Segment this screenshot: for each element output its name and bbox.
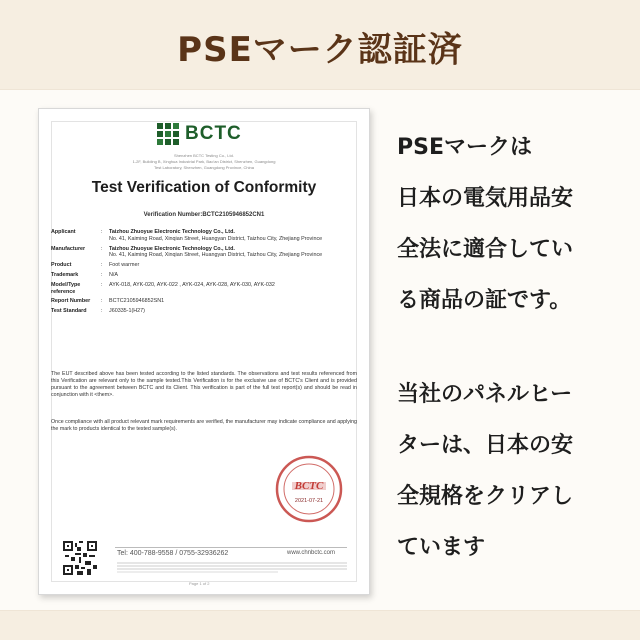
- footer-phone: Tel: 400-788-9558 / 0755-32936262: [117, 550, 229, 557]
- side-text-line: 日本の電気用品安: [397, 186, 574, 211]
- field-value-text: No. 41, Kaiming Road, Xinqian Street, Huangyan District, Taizhou City, Zhejiang Province: [109, 235, 323, 242]
- field-label: Product: [51, 262, 72, 269]
- field-label: Report Number: [51, 298, 91, 305]
- field-row: Applicant : Taizhou Zhuoyue Electronic Technology Co., Ltd. No. 41, Kaiming Road, Xinqian Street, Huangyan District, Taizhou City, Zhejiang Province: [51, 229, 357, 243]
- footer-fine-print: [117, 561, 347, 574]
- page-title: PSEマーク認証済: [177, 30, 463, 70]
- side-text-line: ています: [397, 535, 486, 560]
- field-row: Model/Type reference : AYK-018, AYK-020, AYK-022 , AYK-024, AYK-028, AYK-030, AYK-032: [51, 282, 357, 296]
- footer-website: www.chnbctc.com: [287, 550, 336, 556]
- field-row: Manufacturer : Taizhou Zhuoyue Electronic Technology Co., Ltd. No. 41, Kaiming Road, Xinqian Street, Huangyan District, Taizhou City, Zhejiang Province: [51, 246, 357, 260]
- certificate-title: Test Verification of Conformity: [91, 179, 317, 196]
- certificate-fields: [51, 229, 357, 318]
- field-value: J60335-1(H27): [109, 308, 145, 315]
- footer-divider: [115, 547, 347, 548]
- field-value-bold: Taizhou Zhuoyue Electronic Technology Co., Ltd.: [109, 229, 235, 235]
- side-description: [397, 122, 617, 573]
- side-text-line: る商品の証です。: [397, 288, 572, 313]
- side-text-line: 全法に適合してい: [397, 237, 574, 262]
- page-number: Page 1 of 2: [189, 581, 210, 586]
- address-line: Test Laboratory, Shenzhen, Guangdong Province, China: [154, 165, 254, 170]
- address-line: Shenzhen BCTC Testing Co., Ltd.: [174, 153, 234, 158]
- field-value: [109, 229, 357, 243]
- field-row: Product : Foot warmer: [51, 262, 357, 269]
- field-label: Model/Type reference: [51, 281, 81, 295]
- field-value: BCTC2105946852SN1: [109, 298, 165, 305]
- field-row: Test Standard : J60335-1(H27): [51, 308, 357, 315]
- certificate-compliance-note: Once compliance with all product relevant mark requirements are verified, the manufacturer may indicate compliance and applying the mark to products identical to the tested sample(s).: [51, 419, 357, 432]
- stamp-text: BCTC: [294, 480, 324, 492]
- field-value: Foot warmer: [109, 262, 140, 269]
- bctc-logo-icon: [157, 123, 179, 145]
- side-text-line: ターは、日本の安: [397, 433, 574, 458]
- qr-code-icon: [63, 541, 97, 575]
- field-value-text: No. 41, Kaiming Road, Xinqian Street, Huangyan District, Taizhou City, Zhejiang Province: [109, 252, 323, 259]
- field-value: AYK-018, AYK-020, AYK-022 , AYK-024, AYK-028, AYK-030, AYK-032: [109, 281, 275, 288]
- field-label: Applicant: [51, 229, 76, 235]
- certificate-description: The EUT described above has been tested according to the listed standards. The observations and test results referenced from this Verification are relevant only to the sample tested.This Verification is for the exclusive use of BCTC's Client and is provided pursuant to the agreement between BCTC and its Client. This verification is part of the full test report(s) and should be read in conjunction with it <them>.: [51, 371, 357, 398]
- field-row: Report Number : BCTC2105946852SN1: [51, 298, 357, 305]
- field-row: Trademark : N/A: [51, 272, 357, 279]
- address-line: 1-2F, Building B, Xinghua Industrial Park, Bao'an District, Shenzhen, Guangdong: [132, 159, 276, 164]
- field-label: Manufacturer: [51, 245, 86, 252]
- verification-number: Verification Number:BCTC2105946852CN1: [143, 212, 265, 218]
- field-value: N/A: [109, 271, 118, 278]
- field-value: [109, 246, 357, 260]
- side-text-line: 全規格をクリアし: [397, 484, 574, 509]
- bctc-logo-text: BCTC: [185, 123, 242, 144]
- field-label: Test Standard: [51, 308, 87, 315]
- side-text-line: PSEマークは: [397, 135, 532, 160]
- field-label: Trademark: [51, 271, 79, 278]
- certification-stamp: [274, 454, 344, 524]
- side-text-line: 当社のパネルヒー: [397, 382, 573, 407]
- field-value-bold: Taizhou Zhuoyue Electronic Technology Co., Ltd.: [109, 245, 235, 252]
- stamp-date: 2021-07-21: [294, 498, 324, 504]
- certificate-document: [38, 108, 370, 595]
- bctc-logo: [157, 123, 242, 145]
